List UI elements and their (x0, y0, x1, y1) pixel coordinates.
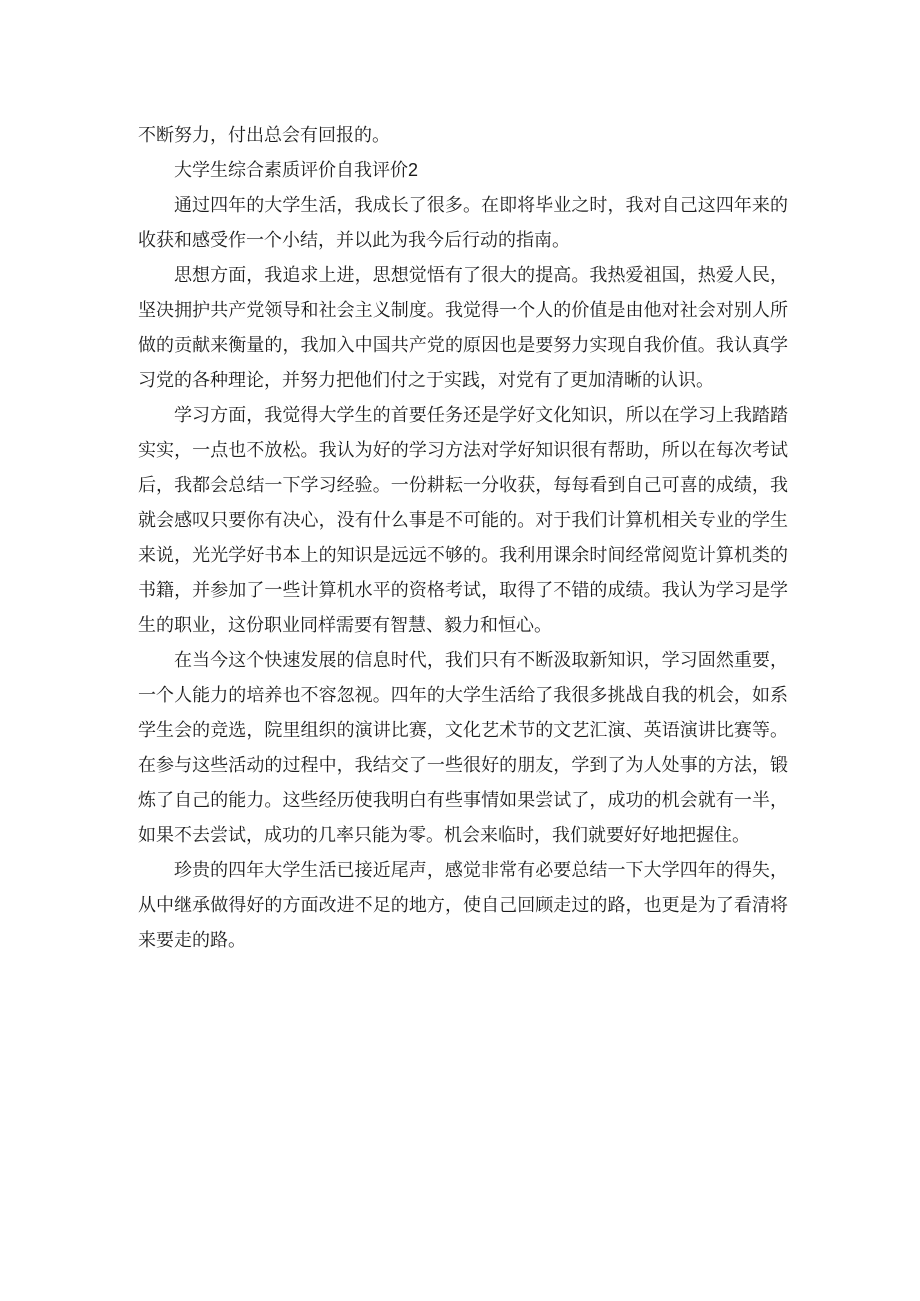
paragraph-study: 学习方面，我觉得大学生的首要任务还是学好文化知识，所以在学习上我踏踏实实，一点也不放松。我认为好的学习方法对学好知识很有帮助，所以在每次考试后，我都会总结一下学习经验。一份耕耘一分收获，每每看到自己可喜的成绩，我就会感叹只要你有决心，没有什么事是不可能的。对于我们计算机相关专业的学生来说，光光学好书本上的知识是远远不够的。我利用课余时间经常阅览计算机类的书籍，并参加了一些计算机水平的资格考试，取得了不错的成绩。我认为学习是学生的职业，这份职业同样需要有智慧、毅力和恒心。 (138, 405, 788, 636)
paragraph-ideology: 思想方面，我追求上进，思想觉悟有了很大的提高。我热爱祖国，热爱人民，坚决拥护共产党领导和社会主义制度。我觉得一个人的价值是由他对社会对别人所做的贡献来衡量的，我加入中国共产党的原因也是要努力实现自我价值。我认真学习党的各种理论，并努力把他们付之于实践，对党有了更加清晰的认识。 (138, 265, 788, 391)
document-body (138, 118, 788, 958)
section-heading-title: 大学生综合素质评价自我评价 (174, 160, 408, 181)
paragraph-conclusion: 珍贵的四年大学生活已接近尾声，感觉非常有必要总结一下大学四年的得失，从中继承做得好的方面改进不足的地方，使自己回顾走过的路，也更是为了看清将来要走的路。 (138, 860, 788, 951)
section-heading (138, 153, 788, 188)
lead-fragment: 不断努力，付出总会有回报的。 (138, 125, 390, 146)
paragraph-ability: 在当今这个快速发展的信息时代，我们只有不断汲取新知识，学习固然重要，一个人能力的培养也不容忽视。四年的大学生活给了我很多挑战自我的机会，如系学生会的竞选，院里组织的演讲比赛，文化艺术节的文艺汇演、英语演讲比赛等。在参与这些活动的过程中，我结交了一些很好的朋友，学到了为人处事的方法，锻炼了自己的能力。这些经历使我明白有些事情如果尝试了，成功的机会就有一半，如果不去尝试，成功的几率只能为零。机会来临时，我们就要好好地把握住。 (138, 650, 788, 846)
paragraph-intro: 通过四年的大学生活，我成长了很多。在即将毕业之时，我对自己这四年来的收获和感受作一个小结，并以此为我今后行动的指南。 (138, 195, 788, 251)
section-heading-number: 2 (408, 160, 419, 180)
